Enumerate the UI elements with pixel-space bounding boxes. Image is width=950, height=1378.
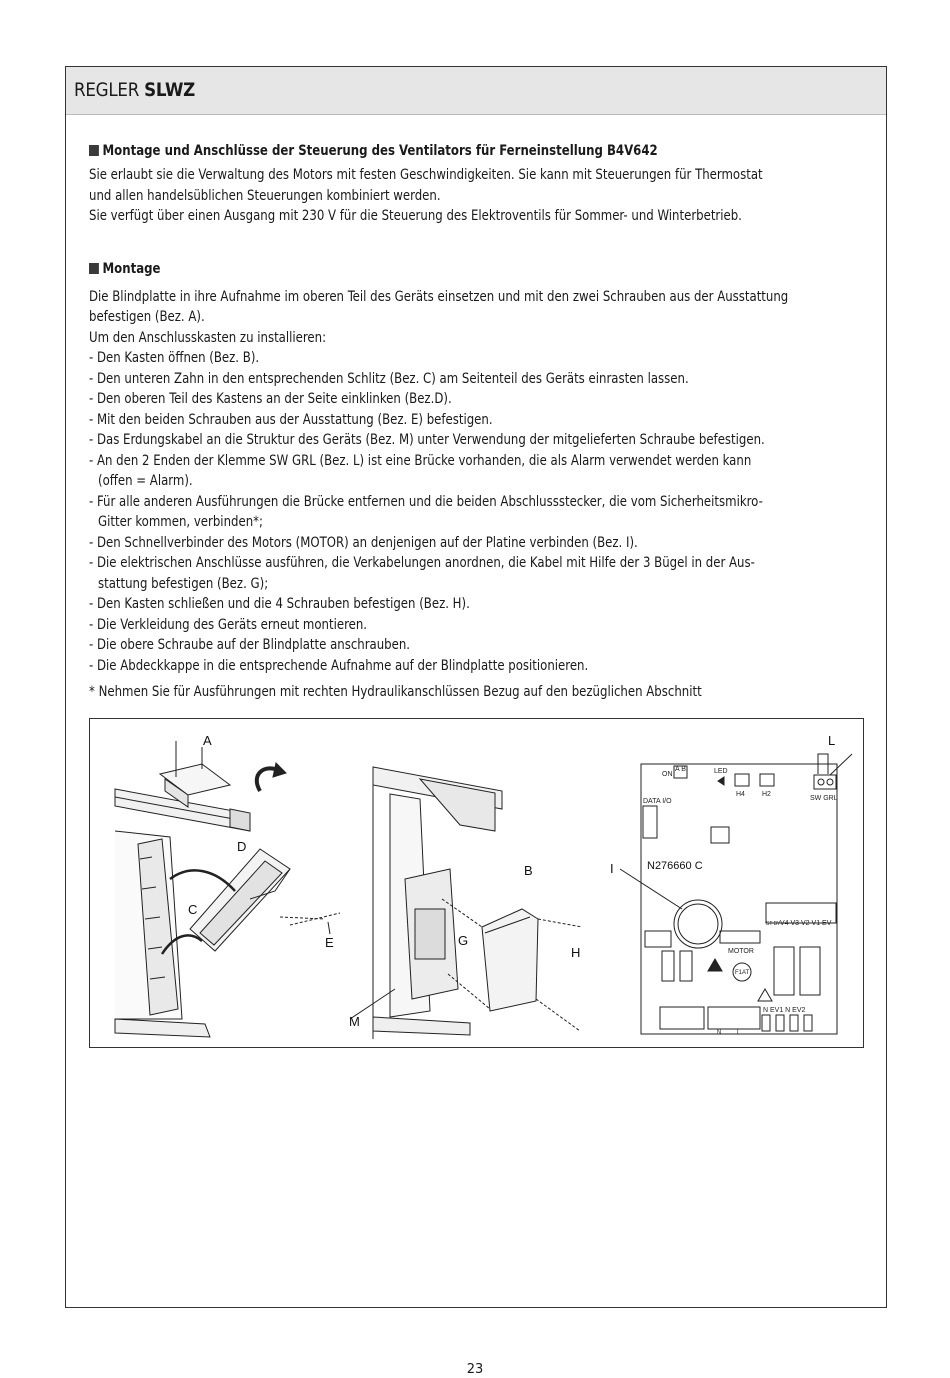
bullet-square-icon [89,263,99,274]
list-item: - Den Kasten schließen und die 4 Schrauben befestigen (Bez. H). [89,596,470,612]
list-item: - Das Erdungskabel an die Struktur des Geräts (Bez. M) unter Verwendung der mitgelieferten Schraube befestigen. [89,432,765,448]
board-h2-label: H2 [762,791,771,798]
list-item-continuation: Gitter kommen, verbinden*; [98,514,263,530]
unit-middle-drawing [350,767,582,1039]
page-header [66,67,886,115]
board-fuse-label: F1AT [735,970,750,976]
list-item: - Die Abdeckkappe in die entsprechende Aufnahme auf der Blindplatte positionieren. [89,657,589,674]
list-item: - Den Kasten öffnen (Bez. B). [89,350,260,366]
board-ev-labels: N EV1 N EV2 [763,1007,806,1014]
label-e: E [325,935,334,950]
bullet-square-icon [89,145,99,156]
list-item: - An den 2 Enden der Klemme SW GRL (Bez. L) ist eine Brücke vorhanden, die als Alarm verwendet werden kann [89,452,752,469]
installation-figure [89,718,864,1048]
list-item-continuation: (offen = Alarm). [98,473,193,489]
section-heading-controller: Montage und Anschlüsse der Steuerung des Ventilators für Ferneinstellung B4V642 [89,141,791,161]
label-a: A [203,733,212,748]
paragraph-line: Die Blindplatte in ihre Aufnahme im oberen Teil des Geräts einsetzen und mit den zwei Schrauben aus der Ausstattung [89,288,789,305]
section-heading-montage: Montage [89,259,791,279]
board-n-label: N [717,1030,722,1036]
list-item: - Den unteren Zahn in den entsprechenden Schlitz (Bez. C) am Seitenteil des Geräts einrasten lassen. [89,370,689,387]
label-l: L [828,733,836,748]
board-st-by-label: ST BY [766,921,781,927]
unit-left-drawing [115,741,340,1037]
label-h: H [571,945,581,960]
list-item: - Für alle anderen Ausführungen die Brücke entfernen und die beiden Abschlussstecker, die vom Sicherheitsmikro- [89,493,763,510]
paragraph-line: Sie erlaubt sie die Verwaltung des Motors mit festen Geschwindigkeiten. Sie kann mit Steuerungen für Thermostat [89,167,763,183]
label-i: I [610,861,614,876]
board-led-label: LED [714,768,728,775]
board-sw-grl-label: SW GRL [810,795,838,802]
list-item-continuation: stattung befestigen (Bez. G); [98,575,269,592]
paragraph-line: Sie verfügt über einen Ausgang mit 230 V für die Steuerung des Elektroventils für Sommer- und Winterbetrieb. [89,208,742,224]
board-motor-label: MOTOR [728,948,754,955]
list-item: - Den Schnellverbinder des Motors (MOTOR) an denjenigen auf der Platine verbinden (Bez. I). [89,534,638,551]
board-ab-label: A B [675,766,686,773]
list-item: - Die Verkleidung des Geräts erneut montieren. [89,616,368,633]
board-data-io-label: DATA I/O [643,798,672,805]
label-g: G [458,933,469,948]
installation-diagram [90,719,865,1049]
paragraph-line: befestigen (Bez. A). [89,309,205,325]
paragraph-line: und allen handelsüblichen Steuerungen kombiniert werden. [89,187,441,204]
label-m: M [349,1014,360,1029]
board-h4-label: H4 [736,791,745,798]
board-l-label: L [737,1030,741,1036]
label-c: C [188,902,198,917]
footnote: * Nehmen Sie für Ausführungen mit rechten Hydraulikanschlüssen Bezug auf den bezüglichen Abschnitt [89,684,702,700]
label-d: D [237,839,247,854]
list-item: - Den oberen Teil des Kastens an der Seite einklinken (Bez.D). [89,391,452,407]
paragraph-line: Um den Anschlusskasten zu installieren: [89,329,327,346]
page-number: 23 [466,1362,484,1377]
page-title: REGLER SLWZ [74,79,196,101]
board-code-label: N276660 C [647,860,703,872]
list-item: - Die obere Schraube auf der Blindplatte anschrauben. [89,637,411,653]
board-terminals-label: V4 V3 V2 V1 EV [780,920,832,927]
main-content [89,141,869,703]
board-on-label: ON [662,771,673,778]
list-item: - Mit den beiden Schrauben aus der Ausstattung (Bez. E) befestigen. [89,411,493,428]
list-item: - Die elektrischen Anschlüsse ausführen, die Verkabelungen anordnen, die Kabel mit Hilfe der 3 Bügel in der Aus- [89,555,755,571]
label-b: B [524,863,533,878]
